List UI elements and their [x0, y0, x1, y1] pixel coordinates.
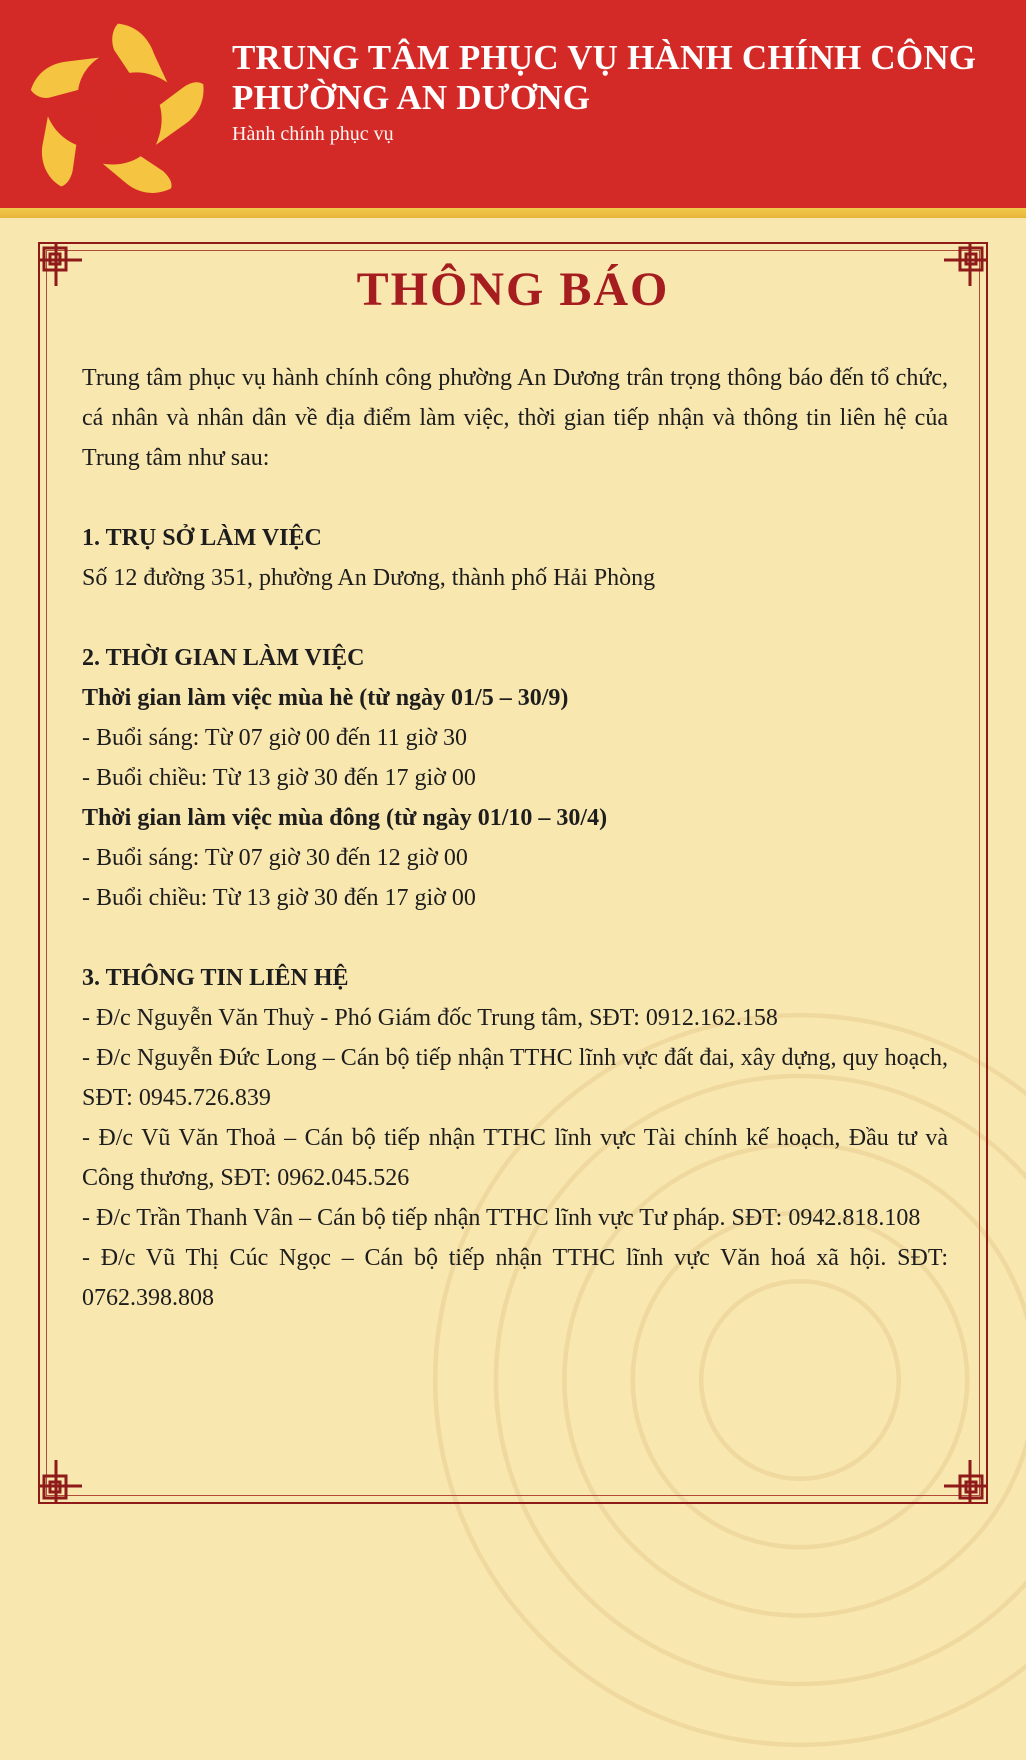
winter-morning-hours: - Buổi sáng: Từ 07 giờ 30 đến 12 giờ 00: [82, 845, 468, 871]
contact-item: - Đ/c Nguyễn Đức Long – Cán bộ tiếp nhận TTHC lĩnh vực đất đai, xây dựng, quy hoạch, SĐT: 0945.726.839: [82, 1045, 948, 1111]
office-address: Số 12 đường 351, phường An Dương, thành phố Hải Phòng: [82, 565, 656, 591]
contact-item: - Đ/c Vũ Văn Thoả – Cán bộ tiếp nhận TTHC lĩnh vực Tài chính kế hoạch, Đầu tư và Công thương, SĐT: 0962.045.526: [82, 1125, 948, 1191]
section-heading-contacts: 3. THÔNG TIN LIÊN HỆ: [82, 965, 349, 991]
header-title-line1: TRUNG TÂM PHỤC VỤ HÀNH CHÍNH CÔNG: [232, 38, 977, 77]
header-slogan: Hành chính phục vụ: [232, 123, 394, 145]
notice-intro: Trung tâm phục vụ hành chính công phường An Dương trân trọng thông báo đến tổ chức, cá nhân và nhân dân về địa điểm làm việc, thời gian tiếp nhận và thông tin liên hệ của Trung tâm như sau:: [82, 365, 948, 471]
winter-hours-title: Thời gian làm việc mùa đông (từ ngày 01/10 – 30/4): [82, 805, 608, 831]
section-heading-hours: 2. THỜI GIAN LÀM VIỆC: [82, 645, 365, 671]
header-title-block: [232, 38, 1012, 148]
summer-hours-title: Thời gian làm việc mùa hè (từ ngày 01/5 – 30/9): [82, 685, 569, 711]
section-heading-office: 1. TRỤ SỞ LÀM VIỆC: [82, 525, 322, 551]
corner-ornament-icon: [934, 1450, 988, 1504]
notice-content: [82, 358, 948, 1318]
summer-morning-hours: - Buổi sáng: Từ 07 giờ 00 đến 11 giờ 30: [82, 725, 468, 751]
contact-item: - Đ/c Vũ Thị Cúc Ngọc – Cán bộ tiếp nhận TTHC lĩnh vực Văn hoá xã hội. SĐT: 0762.398.808: [82, 1245, 948, 1311]
summer-afternoon-hours: - Buổi chiều: Từ 13 giờ 30 đến 17 giờ 00: [82, 765, 476, 791]
winter-afternoon-hours: - Buổi chiều: Từ 13 giờ 30 đến 17 giờ 00: [82, 885, 476, 911]
corner-ornament-icon: [38, 1450, 92, 1504]
contact-item: - Đ/c Trần Thanh Vân – Cán bộ tiếp nhận TTHC lĩnh vực Tư pháp. SĐT: 0942.818.108: [82, 1205, 921, 1231]
header-banner: [0, 0, 1026, 208]
header-gold-stripe: [0, 208, 1026, 218]
header-title-line2: PHƯỜNG AN DƯƠNG: [232, 78, 591, 117]
contact-item: - Đ/c Nguyễn Văn Thuỳ - Phó Giám đốc Trung tâm, SĐT: 0912.162.158: [82, 1005, 778, 1031]
star-hands-logo-icon: [22, 16, 214, 196]
notice-title: THÔNG BÁO: [356, 263, 670, 316]
